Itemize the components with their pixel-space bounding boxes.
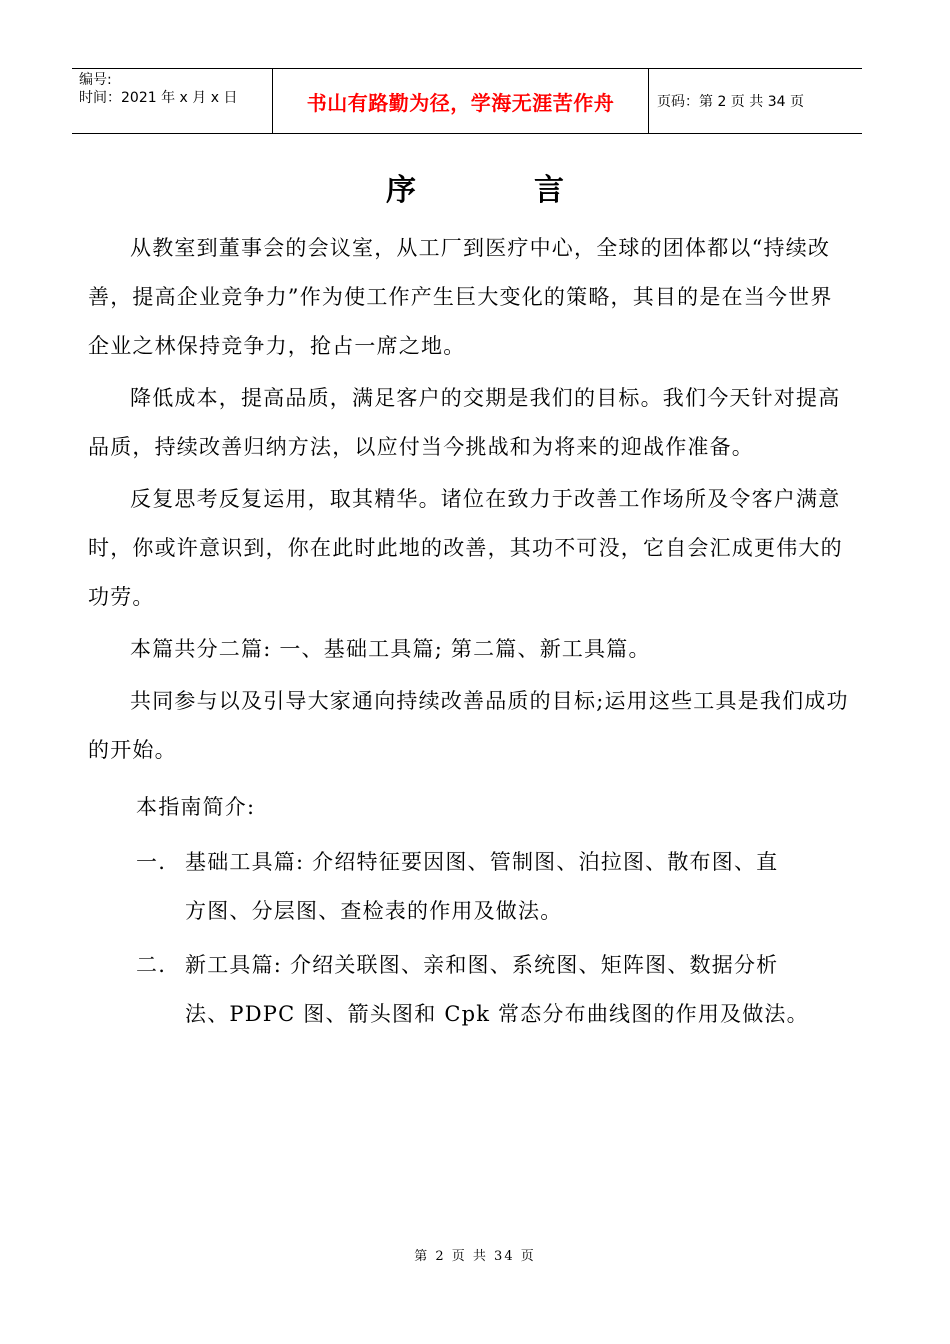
list-item-line-2: 方图、分层图、查检表的作用及做法。 (185, 899, 563, 923)
intro-list-item (88, 838, 850, 936)
document-time-label: 时间：2021 年 x 月 x 日 (79, 90, 238, 106)
paragraph: 从教室到董事会的会议室，从工厂到医疗中心，全球的团体都以“持续改善，提高企业竞争力”作为使工作产生巨大变化的策略，其目的是在当今世界企业之林保持竞争力，抢占一席之地。 (88, 236, 833, 358)
list-item-number: 二. (136, 953, 167, 977)
list-item-line-1: 基础工具篇: 介绍特征要因图、管制图、泊拉图、散布图、直 (185, 850, 779, 874)
document-body (88, 224, 850, 1044)
title-char-1: 序 (386, 173, 416, 208)
intro-heading: 本指南简介: (136, 795, 256, 819)
header-page-number: 页码：第 2 页 共 34 页 (657, 94, 804, 110)
list-item-line-2: 法、PDPC 图、箭头图和 Cpk 常态分布曲线图的作用及做法。 (185, 1002, 809, 1026)
paragraph: 共同参与以及引导大家通向持续改善品质的目标;运用这些工具是我们成功的开始。 (88, 689, 849, 762)
intro-list-item (88, 941, 850, 1039)
title-char-2: 言 (534, 173, 564, 208)
paragraph: 降低成本，提高品质，满足客户的交期是我们的目标。我们今天针对提高品质，持续改善归纳方法，以应付当今挑战和为将来的迎战作准备。 (88, 386, 841, 459)
header-meta (72, 69, 273, 133)
paragraph: 反复思考反复运用，取其精华。诸位在致力于改善工作场所及令客户满意时，你或许意识到，你在此时此地的改善，其功不可没，它自会汇成更伟大的功劳。 (88, 487, 843, 609)
page-footer: 第 2 页 共 34 页 (414, 1249, 536, 1264)
list-item-number: 一. (136, 850, 167, 874)
page-title (0, 171, 950, 211)
list-item-line-1: 新工具篇: 介绍关联图、亲和图、系统图、矩阵图、数据分析 (185, 953, 779, 977)
paragraph: 本篇共分二篇: 一、基础工具篇; 第二篇、新工具篇。 (130, 637, 651, 661)
header-motto: 书山有路勤为径，学海无涯苦作舟 (273, 69, 649, 133)
page-header (72, 68, 862, 134)
document-number-label: 编号: (79, 72, 112, 88)
